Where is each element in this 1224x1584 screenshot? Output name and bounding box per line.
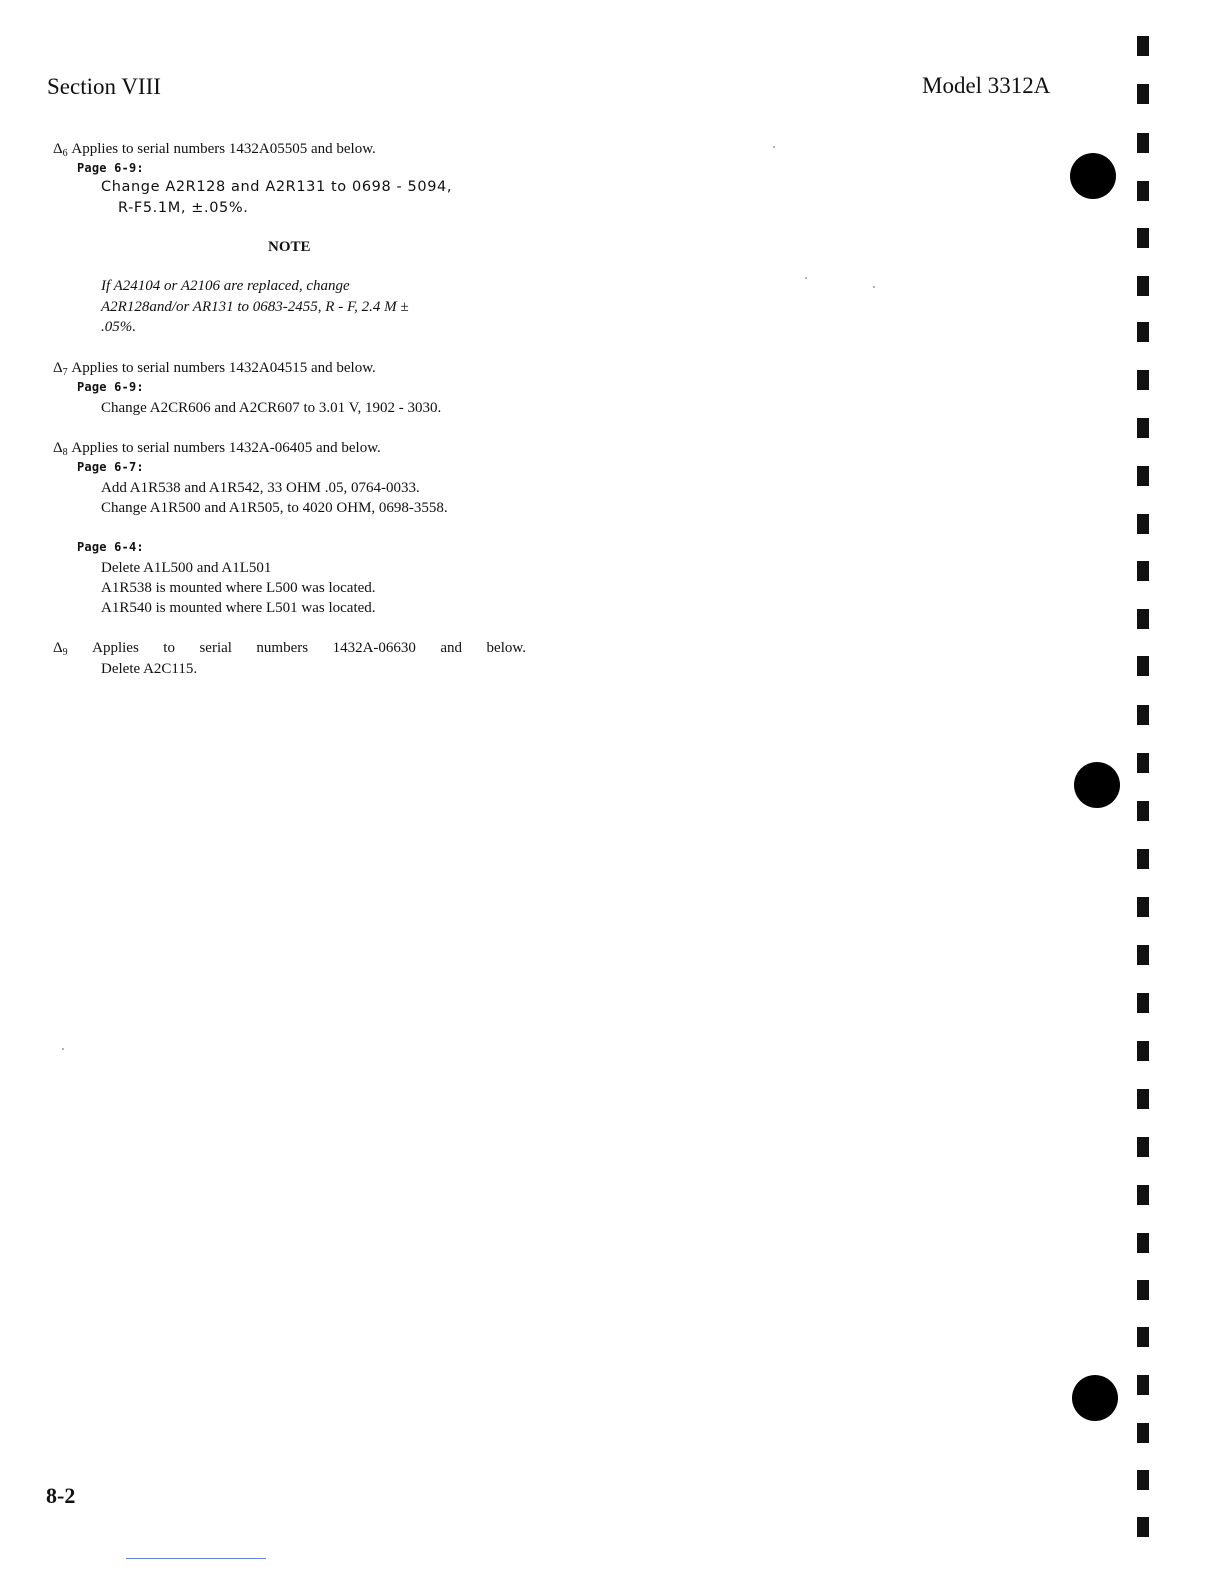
binding-mark <box>1137 370 1149 390</box>
change-8-line-5: A1R540 is mounted where L501 was located. <box>101 600 376 616</box>
scan-speck <box>805 277 807 279</box>
binding-mark <box>1137 1423 1149 1443</box>
word: Applies <box>92 640 139 656</box>
binding-mark <box>1137 1280 1149 1300</box>
binding-mark <box>1137 228 1149 248</box>
page-number: 8-2 <box>46 1483 76 1508</box>
word: to <box>163 640 175 656</box>
binding-mark <box>1137 753 1149 773</box>
change-8-line-2: Change A1R500 and A1R505, to 4020 OHM, 0698-3558. <box>101 500 448 516</box>
word: below. <box>486 640 526 656</box>
delta-symbol: $\Delta_6$ <box>53 141 68 159</box>
binding-mark <box>1137 418 1149 438</box>
binding-mark <box>1137 1137 1149 1157</box>
binding-mark <box>1137 656 1149 676</box>
scan-speck <box>873 286 875 288</box>
binding-mark <box>1137 945 1149 965</box>
note-line-2: A2R128and/or AR131 to 0683-2455, R - F, 2.4 M ± <box>101 299 409 315</box>
change-9-line-1: Delete A2C115. <box>101 661 198 677</box>
scan-speck <box>773 146 775 148</box>
binding-mark <box>1137 561 1149 581</box>
binding-mark <box>1137 705 1149 725</box>
binding-mark <box>1137 181 1149 201</box>
binding-mark <box>1137 849 1149 869</box>
change-8-line-1: Add A1R538 and A1R542, 33 OHM .05, 0764-0033. <box>101 480 420 496</box>
change-8-line-3: Delete A1L500 and A1L501 <box>101 560 272 576</box>
change-6-applies: Applies to serial numbers 1432A05505 and below. <box>71 141 376 157</box>
change-7-applies: Applies to serial numbers 1432A04515 and below. <box>71 360 376 376</box>
change-8-page-ref: Page 6-7: <box>77 460 144 474</box>
word: 1432A-06630 <box>332 640 416 656</box>
word: serial <box>199 640 232 656</box>
note-heading: NOTE <box>268 239 311 255</box>
binder-hole <box>1072 1375 1118 1421</box>
word: and <box>440 640 463 656</box>
delta-symbol: $\Delta_7$ <box>53 360 68 378</box>
binding-mark <box>1137 276 1149 296</box>
model-title: Model 3312A <box>922 73 1051 98</box>
footer-rule <box>126 1558 266 1559</box>
binding-mark <box>1137 1375 1149 1395</box>
change-8-page-ref-2: Page 6-4: <box>77 540 144 554</box>
binding-mark <box>1137 1327 1149 1347</box>
section-title: Section VIII <box>47 74 161 99</box>
binding-mark <box>1137 466 1149 486</box>
note-line-3: .05%. <box>101 319 136 335</box>
change-7-line-1: Change A2CR606 and A2CR607 to 3.01 V, 1902 - 3030. <box>101 400 442 416</box>
binding-mark <box>1137 84 1149 104</box>
change-7-page-ref: Page 6-9: <box>77 380 144 394</box>
binding-mark <box>1137 1185 1149 1205</box>
change-6-line-1: Change A2R128 and A2R131 to 0698 - 5094, <box>101 179 453 195</box>
delta-symbol: $\Delta_9$ <box>53 640 68 658</box>
binding-mark <box>1137 1089 1149 1109</box>
binding-mark <box>1137 36 1149 56</box>
binding-mark <box>1137 897 1149 917</box>
delta-symbol: $\Delta_8$ <box>53 440 68 458</box>
binder-hole <box>1074 762 1120 808</box>
binding-mark <box>1137 801 1149 821</box>
change-6-page-ref: Page 6-9: <box>77 161 144 175</box>
scan-speck <box>62 1048 64 1050</box>
change-6-line-2: R-F5.1M, ±.05%. <box>118 200 249 216</box>
binding-mark <box>1137 322 1149 342</box>
binder-hole <box>1070 153 1116 199</box>
note-line-1: If A24104 or A2106 are replaced, change <box>101 278 350 294</box>
binding-mark <box>1137 133 1149 153</box>
change-8-applies: Applies to serial numbers 1432A-06405 and below. <box>71 440 381 456</box>
word: numbers <box>256 640 309 656</box>
binding-mark <box>1137 1517 1149 1537</box>
binding-mark <box>1137 1233 1149 1253</box>
binding-mark <box>1137 1041 1149 1061</box>
binding-mark <box>1137 514 1149 534</box>
change-8-line-4: A1R538 is mounted where L500 was located. <box>101 580 376 596</box>
binding-mark <box>1137 993 1149 1013</box>
binding-mark <box>1137 1470 1149 1490</box>
binding-mark <box>1137 609 1149 629</box>
